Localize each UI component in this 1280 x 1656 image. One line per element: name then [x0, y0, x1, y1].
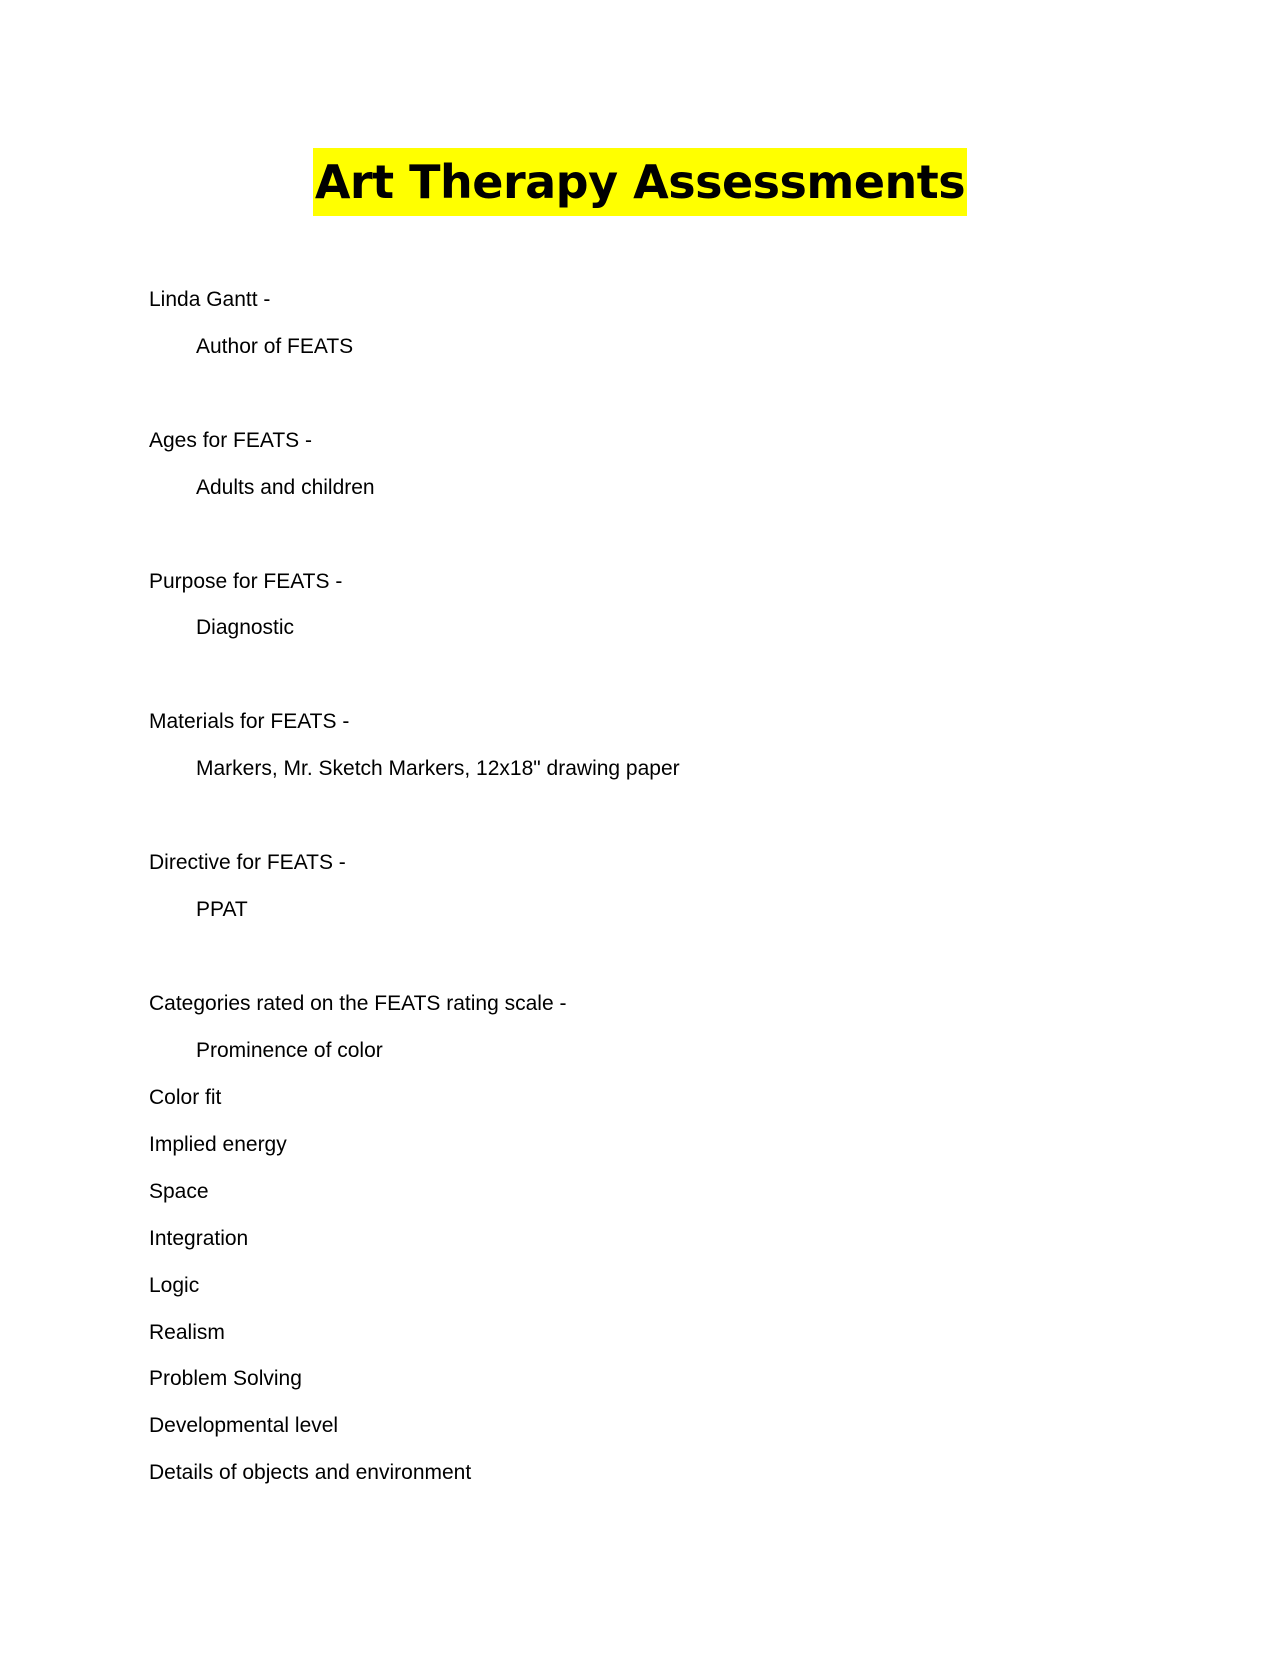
entry-question-4: Materials for FEATS - — [149, 710, 350, 733]
entry-question-1: Linda Gantt - — [149, 288, 271, 311]
entry-answer-4: Markers, Mr. Sketch Markers, 12x18" drawing paper — [196, 757, 680, 780]
category-item: Integration — [149, 1227, 249, 1250]
category-item: Realism — [149, 1321, 225, 1344]
entry-question-5: Directive for FEATS - — [149, 851, 346, 874]
entry-question-6: Categories rated on the FEATS rating scale - — [149, 992, 567, 1015]
entry-answer-3: Diagnostic — [196, 616, 295, 639]
category-item: Details of objects and environment — [149, 1461, 472, 1484]
category-item: Logic — [149, 1274, 200, 1297]
entry-question-2: Ages for FEATS - — [149, 429, 312, 452]
title-container — [0, 148, 1280, 216]
entry-answer-1: Author of FEATS — [196, 335, 354, 358]
category-item: Implied energy — [149, 1133, 287, 1156]
entry-answer-2: Adults and children — [196, 476, 375, 499]
entry-question-3: Purpose for FEATS - — [149, 570, 343, 593]
category-item: Developmental level — [149, 1414, 339, 1437]
category-item: Color fit — [149, 1086, 222, 1109]
category-item: Space — [149, 1180, 209, 1203]
category-item: Problem Solving — [149, 1367, 302, 1390]
entry-answer-6: Prominence of color — [196, 1039, 383, 1062]
page-title: Art Therapy Assessments — [313, 148, 967, 216]
entry-answer-5: PPAT — [196, 898, 248, 921]
